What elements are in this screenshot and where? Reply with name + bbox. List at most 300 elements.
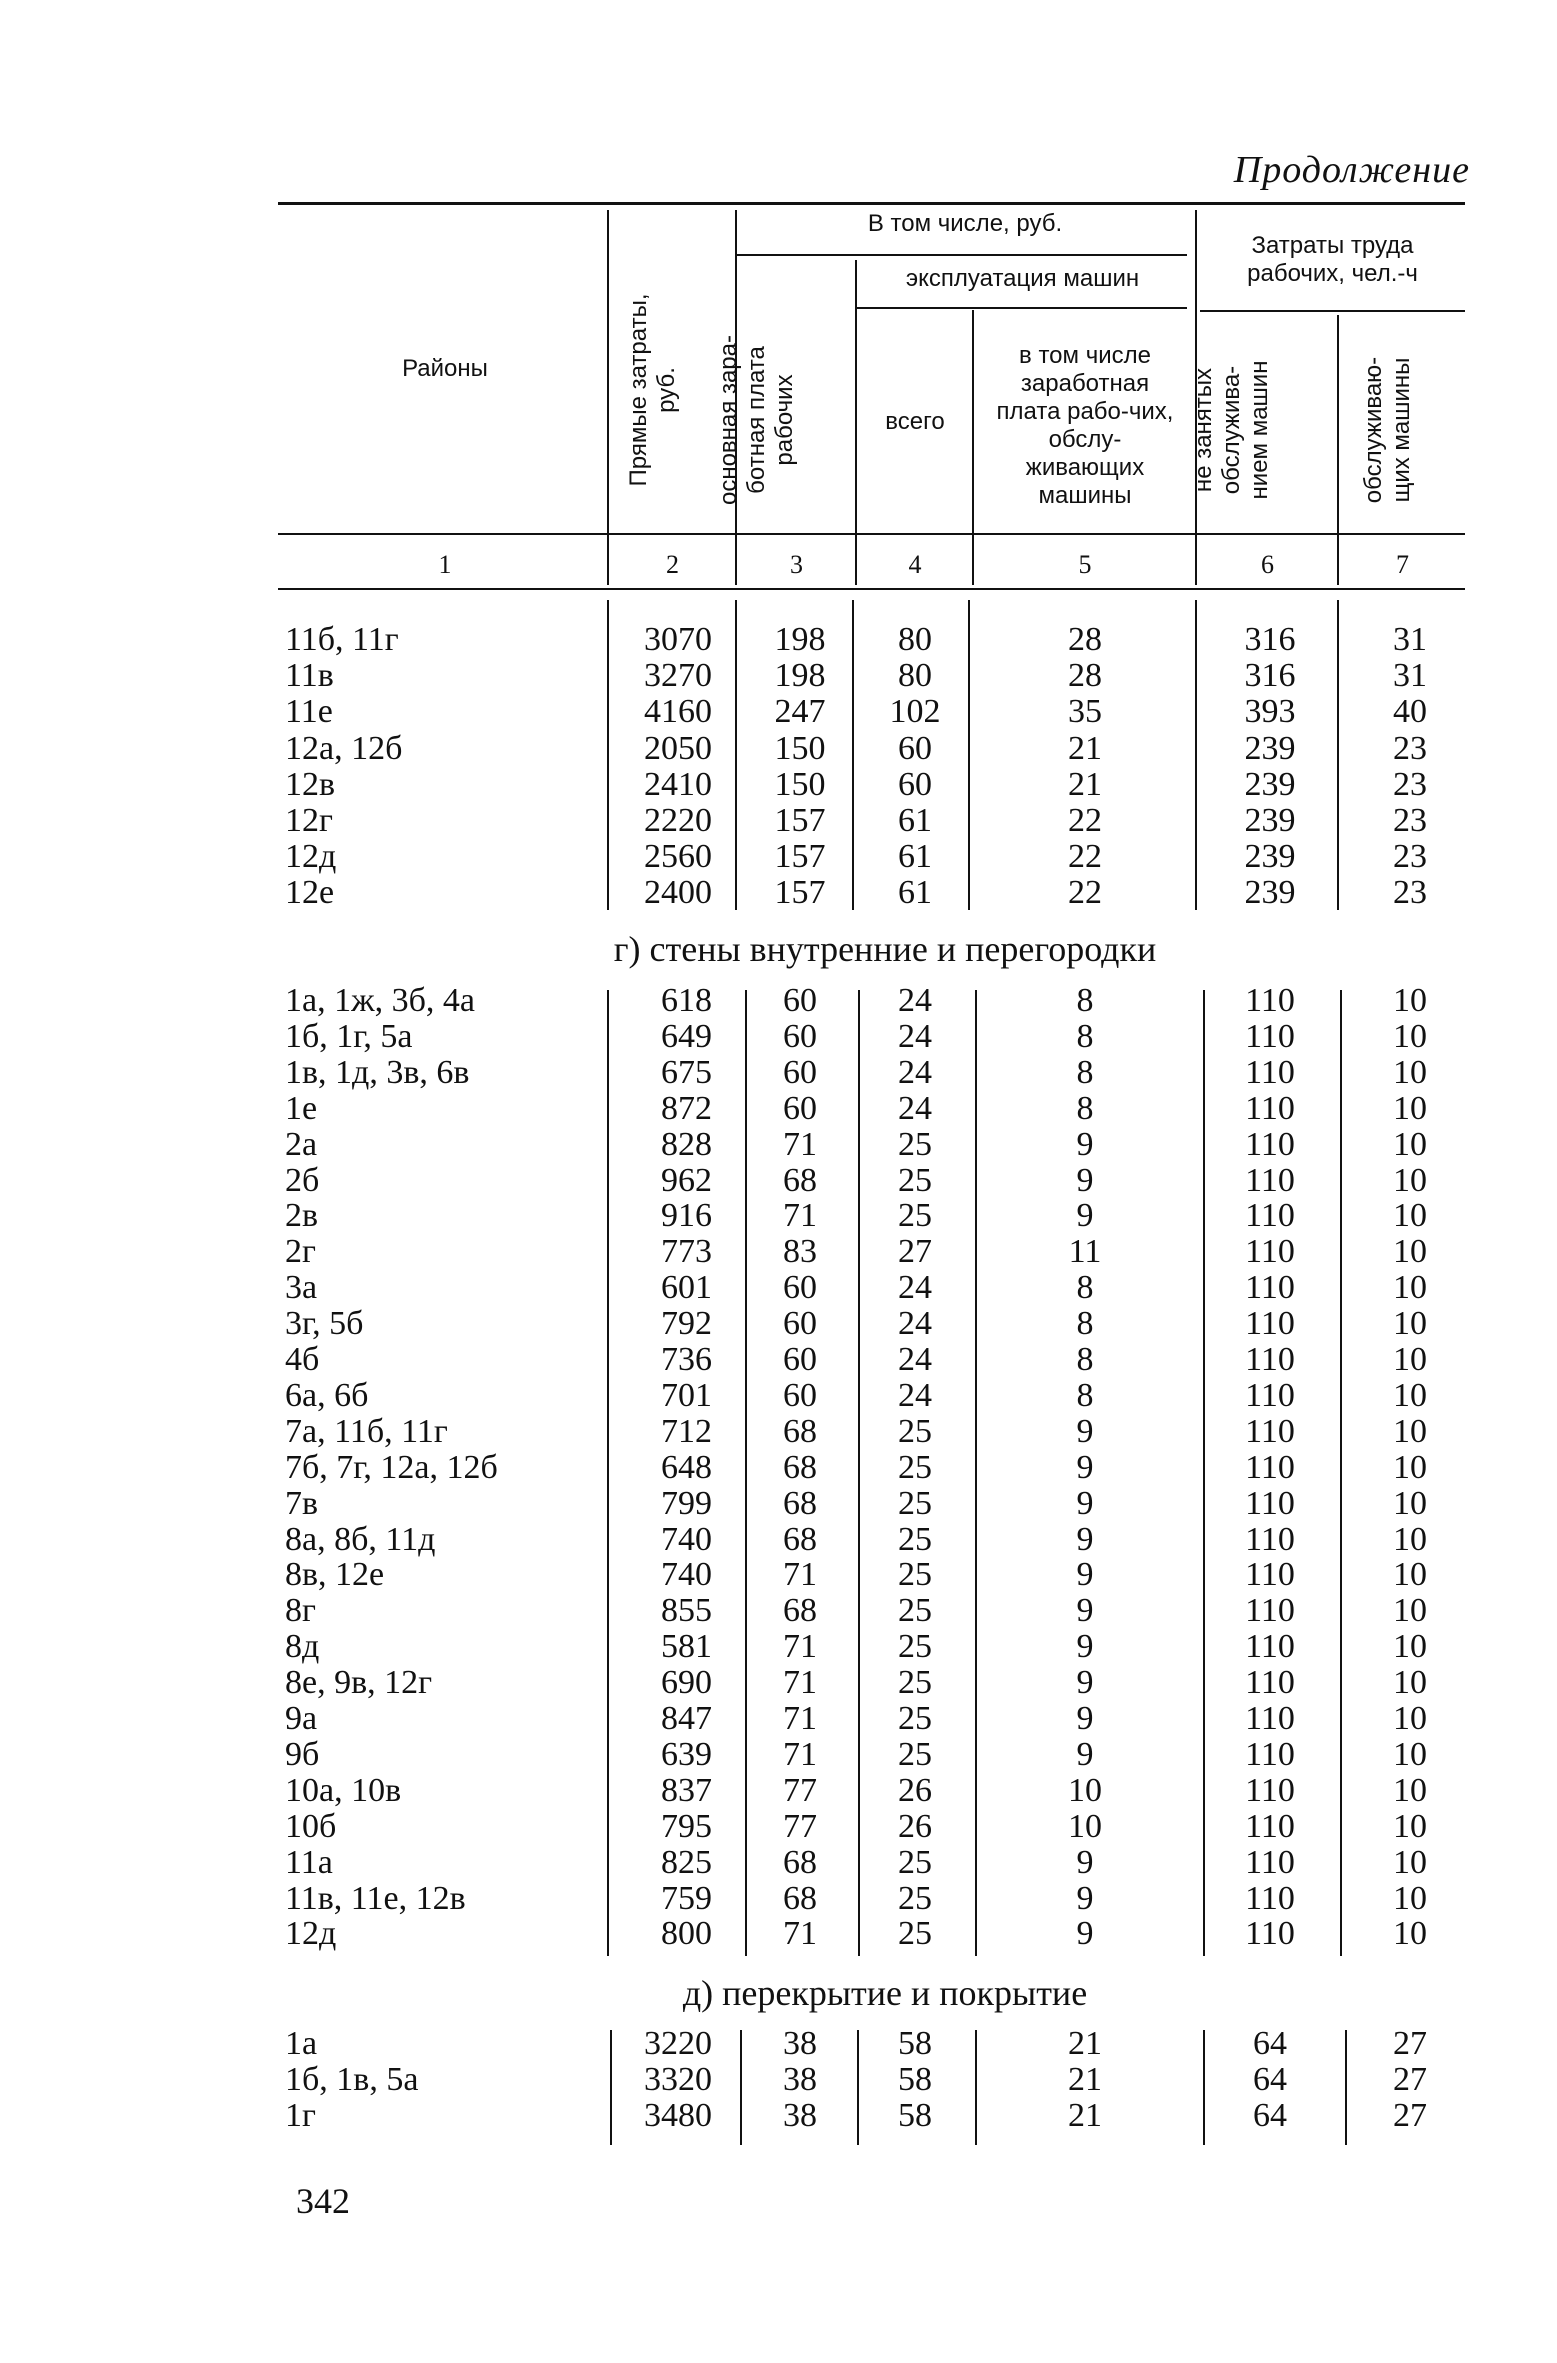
table-row — [0, 983, 1557, 1019]
cell-obsluzhivayushchih: 10 — [1393, 1017, 1427, 1055]
cell-osnovnaya: 38 — [783, 2061, 817, 2098]
table-row — [0, 1342, 1557, 1378]
cell-zarplata: 9 — [1076, 1700, 1094, 1737]
table-row — [0, 2062, 1557, 2098]
cell-ne-zanyatyh: 110 — [1245, 1305, 1295, 1343]
cell-zarplata: 21 — [1068, 2025, 1102, 2062]
cell-pryamye: 2400 — [644, 874, 712, 912]
cell-osnovnaya: 60 — [783, 1017, 817, 1055]
cell-rayon: 1г — [285, 2097, 316, 2134]
cell-obsluzhivayushchih: 31 — [1393, 621, 1427, 658]
colnum-4: 4 — [908, 550, 922, 579]
cell-zarplata: 9 — [1076, 1628, 1094, 1666]
table-row — [0, 1486, 1557, 1522]
cell-obsluzhivayushchih: 10 — [1393, 1161, 1427, 1199]
cell-zarplata: 10 — [1068, 1771, 1102, 1809]
cell-zarplata: 9 — [1076, 1915, 1094, 1953]
cell-obsluzhivayushchih: 31 — [1393, 657, 1427, 695]
table-row — [0, 1522, 1557, 1558]
header-bottom-rule — [278, 533, 1465, 535]
cell-obsluzhivayushchih: 27 — [1393, 2061, 1427, 2098]
cell-vsego: 25 — [898, 1125, 932, 1163]
table-row — [0, 803, 1557, 839]
header-vrule-6 — [1337, 315, 1339, 585]
cell-pryamye: 916 — [661, 1197, 712, 1235]
header-rule-v-tom-chisle — [735, 254, 1187, 256]
cell-pryamye: 3320 — [644, 2061, 712, 2098]
cell-ne-zanyatyh: 110 — [1245, 1161, 1295, 1199]
cell-rayon: 8е, 9в, 12г — [285, 1664, 433, 1702]
cell-ne-zanyatyh: 316 — [1244, 657, 1296, 695]
cell-zarplata: 9 — [1076, 1448, 1094, 1486]
cell-obsluzhivayushchih: 10 — [1393, 1879, 1427, 1917]
table-row — [0, 875, 1557, 911]
table-row — [0, 658, 1557, 694]
header-v-tom-chisle-zarplata: в том числе заработная плата рабо-чих, обслу-живающих машины — [996, 342, 1174, 509]
header-vrule-4 — [972, 310, 974, 585]
cell-pryamye: 740 — [661, 1520, 712, 1558]
table-row — [0, 2026, 1557, 2062]
d-vrule-3 — [857, 2030, 859, 2145]
cell-pryamye: 828 — [661, 1125, 712, 1163]
cell-obsluzhivayushchih: 23 — [1393, 802, 1427, 839]
cell-rayon: 11в, 11е, 12в — [285, 1879, 466, 1917]
cell-ne-zanyatyh: 239 — [1244, 765, 1296, 803]
cell-zarplata: 9 — [1076, 1735, 1094, 1773]
top-vrule-2 — [735, 600, 737, 910]
cell-ne-zanyatyh: 239 — [1244, 729, 1296, 767]
cell-pryamye: 3220 — [644, 2025, 712, 2062]
cell-osnovnaya: 68 — [783, 1448, 817, 1486]
cell-rayon: 7в — [285, 1484, 319, 1522]
cell-osnovnaya: 68 — [783, 1843, 817, 1881]
cell-zarplata: 9 — [1076, 1592, 1094, 1630]
header-rule-ekspluatatsiya — [855, 307, 1187, 309]
cell-pryamye: 639 — [661, 1735, 712, 1773]
cell-vsego: 25 — [898, 1161, 932, 1199]
cell-ne-zanyatyh: 110 — [1245, 1915, 1295, 1953]
cell-pryamye: 2050 — [644, 729, 712, 767]
cell-rayon: 4б — [285, 1341, 320, 1378]
table-row — [0, 1701, 1557, 1737]
cell-rayon: 2а — [285, 1125, 318, 1163]
colnum-5: 5 — [1078, 550, 1092, 579]
top-vrule-1 — [607, 600, 609, 910]
cell-zarplata: 9 — [1076, 1161, 1094, 1199]
cell-obsluzhivayushchih: 10 — [1393, 1089, 1427, 1127]
cell-vsego: 25 — [898, 1735, 932, 1773]
cell-pryamye: 800 — [661, 1915, 712, 1953]
cell-ne-zanyatyh: 64 — [1253, 2097, 1287, 2134]
cell-rayon: 2г — [285, 1233, 316, 1271]
cell-obsluzhivayushchih: 23 — [1393, 765, 1427, 803]
cell-rayon: 8а, 8б, 11д — [285, 1520, 436, 1558]
cell-ne-zanyatyh: 110 — [1245, 1807, 1295, 1845]
cell-osnovnaya: 60 — [783, 1341, 817, 1378]
cell-zarplata: 28 — [1068, 621, 1102, 658]
cell-osnovnaya: 68 — [783, 1484, 817, 1522]
cell-vsego: 25 — [898, 1915, 932, 1953]
cell-ne-zanyatyh: 239 — [1244, 802, 1296, 839]
g-vrule-1 — [607, 990, 609, 1956]
cell-pryamye: 2560 — [644, 838, 712, 876]
cell-vsego: 26 — [898, 1771, 932, 1809]
cell-ne-zanyatyh: 64 — [1253, 2025, 1287, 2062]
cell-obsluzhivayushchih: 10 — [1393, 1053, 1427, 1091]
cell-vsego: 58 — [898, 2061, 932, 2098]
cell-zarplata: 8 — [1076, 1089, 1094, 1127]
d-vrule-1 — [610, 2030, 612, 2145]
cell-vsego: 58 — [898, 2025, 932, 2062]
continuation-label: Продолжение — [1233, 149, 1470, 191]
cell-pryamye: 675 — [661, 1053, 712, 1091]
header-vrule-1 — [607, 210, 609, 585]
header-osnovnaya-zarplata: основная зара- ботная плата рабочих — [715, 335, 798, 506]
cell-rayon: 1в, 1д, 3в, 6в — [285, 1053, 470, 1091]
table-row — [0, 1593, 1557, 1629]
header-ne-zanyatyh: не занятых обслужива- нием машин — [1190, 360, 1273, 500]
cell-osnovnaya: 157 — [774, 874, 826, 912]
cell-ne-zanyatyh: 239 — [1244, 838, 1296, 876]
cell-ne-zanyatyh: 110 — [1245, 1053, 1295, 1091]
section-title-g: г) стены внутренние и перегородки — [613, 929, 1157, 969]
cell-vsego: 24 — [898, 1341, 932, 1378]
cell-obsluzhivayushchih: 10 — [1393, 1233, 1427, 1271]
cell-zarplata: 8 — [1076, 1053, 1094, 1091]
cell-ne-zanyatyh: 110 — [1245, 1017, 1295, 1055]
cell-ne-zanyatyh: 239 — [1244, 874, 1296, 912]
table-row — [0, 1270, 1557, 1306]
cell-obsluzhivayushchih: 10 — [1393, 1915, 1427, 1953]
cell-osnovnaya: 71 — [783, 1735, 817, 1773]
cell-rayon: 1е — [285, 1089, 318, 1127]
g-vrule-5 — [1203, 990, 1205, 1956]
cell-pryamye: 825 — [661, 1843, 712, 1881]
cell-vsego: 25 — [898, 1628, 932, 1666]
header-vsego: всего — [885, 408, 945, 435]
cell-rayon: 10а, 10в — [285, 1771, 402, 1809]
d-vrule-2 — [740, 2030, 742, 2145]
table-row — [0, 1019, 1557, 1055]
cell-rayon: 6а, 6б — [285, 1376, 369, 1414]
cell-ne-zanyatyh: 316 — [1244, 621, 1296, 658]
table-row — [0, 1234, 1557, 1270]
cell-vsego: 24 — [898, 1017, 932, 1055]
cell-zarplata: 21 — [1068, 729, 1102, 767]
cell-obsluzhivayushchih: 10 — [1393, 1664, 1427, 1702]
cell-obsluzhivayushchih: 10 — [1393, 1592, 1427, 1630]
header-v-tom-chisle: В том числе, руб. — [867, 210, 1063, 237]
cell-osnovnaya: 71 — [783, 1700, 817, 1737]
cell-vsego: 26 — [898, 1807, 932, 1845]
cell-osnovnaya: 77 — [783, 1771, 817, 1809]
header-ekspluatatsiya: эксплуатация машин — [905, 265, 1140, 292]
d-vrule-6 — [1345, 2030, 1347, 2145]
section-title-d: д) перекрытие и покрытие — [682, 1973, 1088, 2013]
cell-zarplata: 9 — [1076, 1520, 1094, 1558]
cell-pryamye: 701 — [661, 1376, 712, 1414]
cell-zarplata: 28 — [1068, 657, 1102, 695]
cell-ne-zanyatyh: 110 — [1245, 1879, 1295, 1917]
cell-vsego: 25 — [898, 1520, 932, 1558]
cell-ne-zanyatyh: 110 — [1245, 1269, 1295, 1307]
cell-zarplata: 8 — [1076, 1376, 1094, 1414]
cell-ne-zanyatyh: 110 — [1245, 1233, 1295, 1271]
cell-pryamye: 690 — [661, 1664, 712, 1702]
top-vrule-5 — [1195, 600, 1197, 910]
cell-obsluzhivayushchih: 10 — [1393, 1771, 1427, 1809]
cell-vsego: 102 — [889, 693, 941, 731]
cell-rayon: 3г, 5б — [285, 1305, 364, 1343]
cell-osnovnaya: 68 — [783, 1412, 817, 1450]
table-row — [0, 1163, 1557, 1199]
cell-rayon: 1б, 1г, 5а — [285, 1017, 413, 1055]
table-row — [0, 622, 1557, 658]
cell-zarplata: 21 — [1068, 765, 1102, 803]
cell-obsluzhivayushchih: 10 — [1393, 1125, 1427, 1163]
cell-rayon: 12г — [285, 802, 333, 839]
page-number: 342 — [296, 2181, 350, 2221]
table-row — [0, 1773, 1557, 1809]
cell-osnovnaya: 38 — [783, 2097, 817, 2134]
cell-vsego: 25 — [898, 1412, 932, 1450]
cell-vsego: 61 — [898, 838, 932, 876]
cell-vsego: 61 — [898, 802, 932, 839]
cell-pryamye: 712 — [661, 1412, 712, 1450]
cell-ne-zanyatyh: 110 — [1245, 1592, 1295, 1630]
cell-vsego: 25 — [898, 1197, 932, 1235]
cell-rayon: 8г — [285, 1592, 316, 1630]
cell-obsluzhivayushchih: 27 — [1393, 2097, 1427, 2134]
cell-obsluzhivayushchih: 23 — [1393, 838, 1427, 876]
cell-obsluzhivayushchih: 27 — [1393, 2025, 1427, 2062]
cell-ne-zanyatyh: 110 — [1245, 1448, 1295, 1486]
g-vrule-4 — [975, 990, 977, 1956]
cell-rayon: 12д — [285, 838, 337, 876]
cell-zarplata: 22 — [1068, 838, 1102, 876]
cell-obsluzhivayushchih: 10 — [1393, 1735, 1427, 1773]
cell-zarplata: 8 — [1076, 1341, 1094, 1378]
table-row — [0, 1091, 1557, 1127]
cell-ne-zanyatyh: 110 — [1245, 1412, 1295, 1450]
cell-rayon: 7б, 7г, 12а, 12б — [285, 1448, 498, 1486]
cell-obsluzhivayushchih: 10 — [1393, 1376, 1427, 1414]
cell-rayon: 8в, 12е — [285, 1556, 385, 1594]
cell-pryamye: 872 — [661, 1089, 712, 1127]
table-row — [0, 2098, 1557, 2134]
cell-ne-zanyatyh: 110 — [1245, 1520, 1295, 1558]
cell-rayon: 8д — [285, 1628, 320, 1666]
cell-osnovnaya: 60 — [783, 1053, 817, 1091]
cell-pryamye: 740 — [661, 1556, 712, 1594]
cell-vsego: 24 — [898, 1376, 932, 1414]
cell-vsego: 80 — [898, 621, 932, 658]
cell-ne-zanyatyh: 110 — [1245, 1700, 1295, 1737]
header-vrule-3 — [855, 260, 857, 585]
cell-rayon: 12д — [285, 1915, 337, 1953]
colnum-1: 1 — [438, 550, 452, 579]
cell-pryamye: 3270 — [644, 657, 712, 695]
cell-pryamye: 618 — [661, 982, 712, 1019]
cell-zarplata: 9 — [1076, 1843, 1094, 1881]
cell-ne-zanyatyh: 110 — [1245, 1843, 1295, 1881]
header-pryamye-zatraty: Прямые затраты, руб. — [625, 293, 680, 487]
cell-obsluzhivayushchih: 10 — [1393, 1556, 1427, 1594]
table-row — [0, 1845, 1557, 1881]
cell-obsluzhivayushchih: 10 — [1393, 1412, 1427, 1450]
cell-obsluzhivayushchih: 10 — [1393, 1628, 1427, 1666]
cell-rayon: 1а — [285, 2025, 318, 2062]
cell-osnovnaya: 68 — [783, 1879, 817, 1917]
cell-pryamye: 962 — [661, 1161, 712, 1199]
cell-vsego: 24 — [898, 1305, 932, 1343]
cell-ne-zanyatyh: 393 — [1244, 693, 1296, 731]
cell-zarplata: 9 — [1076, 1484, 1094, 1522]
table-row — [0, 1055, 1557, 1091]
colnum-7: 7 — [1396, 550, 1409, 579]
cell-rayon: 1а, 1ж, 3б, 4а — [285, 982, 475, 1019]
cell-ne-zanyatyh: 110 — [1245, 1376, 1295, 1414]
cell-rayon: 12в — [285, 765, 336, 803]
cell-ne-zanyatyh: 110 — [1245, 1735, 1295, 1773]
cell-zarplata: 21 — [1068, 2097, 1102, 2134]
cell-pryamye: 855 — [661, 1592, 712, 1630]
cell-ne-zanyatyh: 110 — [1245, 1341, 1295, 1378]
cell-ne-zanyatyh: 110 — [1245, 1628, 1295, 1666]
cell-zarplata: 9 — [1076, 1664, 1094, 1702]
cell-rayon: 2б — [285, 1161, 320, 1199]
cell-rayon: 2в — [285, 1197, 319, 1235]
cell-vsego: 60 — [898, 729, 932, 767]
cell-obsluzhivayushchih: 23 — [1393, 874, 1427, 912]
table-row — [0, 1414, 1557, 1450]
cell-osnovnaya: 198 — [774, 621, 826, 658]
cell-ne-zanyatyh: 64 — [1253, 2061, 1287, 2098]
cell-ne-zanyatyh: 110 — [1245, 982, 1295, 1019]
cell-osnovnaya: 38 — [783, 2025, 817, 2062]
cell-osnovnaya: 157 — [774, 838, 826, 876]
cell-obsluzhivayushchih: 40 — [1393, 693, 1427, 731]
cell-osnovnaya: 60 — [783, 1305, 817, 1343]
top-vrule-3 — [852, 600, 854, 910]
cell-zarplata: 8 — [1076, 1305, 1094, 1343]
cell-pryamye: 4160 — [644, 693, 712, 731]
cell-osnovnaya: 150 — [774, 765, 826, 803]
table-row — [0, 1450, 1557, 1486]
cell-ne-zanyatyh: 110 — [1245, 1556, 1295, 1594]
colnum-3: 3 — [790, 550, 803, 579]
table-row — [0, 1916, 1557, 1952]
cell-obsluzhivayushchih: 23 — [1393, 729, 1427, 767]
cell-vsego: 25 — [898, 1484, 932, 1522]
cell-zarplata: 21 — [1068, 2061, 1102, 2098]
cell-obsluzhivayushchih: 10 — [1393, 1520, 1427, 1558]
colnum-6: 6 — [1261, 550, 1274, 579]
cell-pryamye: 649 — [661, 1017, 712, 1055]
cell-vsego: 24 — [898, 1269, 932, 1307]
cell-vsego: 58 — [898, 2097, 932, 2134]
colnum-2: 2 — [666, 550, 679, 579]
cell-zarplata: 9 — [1076, 1412, 1094, 1450]
cell-obsluzhivayushchih: 10 — [1393, 1341, 1427, 1378]
header-rayony: Районы — [402, 355, 488, 382]
cell-vsego: 80 — [898, 657, 932, 695]
cell-osnovnaya: 77 — [783, 1807, 817, 1845]
table-top-rule — [278, 202, 1465, 205]
cell-obsluzhivayushchih: 10 — [1393, 1448, 1427, 1486]
cell-zarplata: 8 — [1076, 982, 1094, 1019]
table-row — [0, 1665, 1557, 1701]
table-row — [0, 767, 1557, 803]
cell-pryamye: 2220 — [644, 802, 712, 839]
cell-ne-zanyatyh: 110 — [1245, 1664, 1295, 1702]
cell-osnovnaya: 71 — [783, 1628, 817, 1666]
cell-osnovnaya: 71 — [783, 1915, 817, 1953]
cell-vsego: 25 — [898, 1843, 932, 1881]
cell-zarplata: 10 — [1068, 1807, 1102, 1845]
cell-zarplata: 22 — [1068, 802, 1102, 839]
colnum-bottom-rule — [278, 588, 1465, 590]
cell-pryamye: 759 — [661, 1879, 712, 1917]
cell-rayon: 11в — [285, 657, 334, 695]
cell-rayon: 1б, 1в, 5а — [285, 2061, 419, 2098]
cell-zarplata: 9 — [1076, 1125, 1094, 1163]
g-vrule-3 — [858, 990, 860, 1956]
cell-vsego: 25 — [898, 1879, 932, 1917]
cell-obsluzhivayushchih: 10 — [1393, 1807, 1427, 1845]
cell-osnovnaya: 60 — [783, 982, 817, 1019]
cell-osnovnaya: 71 — [783, 1556, 817, 1594]
d-vrule-5 — [1203, 2030, 1205, 2145]
cell-zarplata: 22 — [1068, 874, 1102, 912]
cell-rayon: 3а — [285, 1269, 318, 1307]
cell-osnovnaya: 157 — [774, 802, 826, 839]
cell-vsego: 61 — [898, 874, 932, 912]
table-row — [0, 1809, 1557, 1845]
cell-vsego: 25 — [898, 1592, 932, 1630]
cell-zarplata: 9 — [1076, 1197, 1094, 1235]
cell-osnovnaya: 60 — [783, 1376, 817, 1414]
cell-pryamye: 773 — [661, 1233, 712, 1271]
top-vrule-6 — [1337, 600, 1339, 910]
cell-vsego: 25 — [898, 1556, 932, 1594]
table-row — [0, 1881, 1557, 1917]
cell-pryamye: 581 — [661, 1628, 712, 1666]
cell-pryamye: 3070 — [644, 621, 712, 658]
cell-pryamye: 799 — [661, 1484, 712, 1522]
cell-osnovnaya: 71 — [783, 1664, 817, 1702]
cell-pryamye: 601 — [661, 1269, 712, 1307]
cell-pryamye: 837 — [661, 1771, 712, 1809]
cell-obsluzhivayushchih: 10 — [1393, 1843, 1427, 1881]
cell-vsego: 24 — [898, 982, 932, 1019]
cell-ne-zanyatyh: 110 — [1245, 1125, 1295, 1163]
cell-rayon: 7а, 11б, 11г — [285, 1412, 448, 1450]
cell-vsego: 24 — [898, 1053, 932, 1091]
cell-vsego: 60 — [898, 765, 932, 803]
cell-zarplata: 35 — [1068, 693, 1102, 731]
cell-ne-zanyatyh: 110 — [1245, 1089, 1295, 1127]
cell-obsluzhivayushchih: 10 — [1393, 1197, 1427, 1235]
cell-zarplata: 9 — [1076, 1556, 1094, 1594]
table-row — [0, 1198, 1557, 1234]
cell-pryamye: 736 — [661, 1341, 712, 1378]
cell-ne-zanyatyh: 110 — [1245, 1197, 1295, 1235]
cell-zarplata: 11 — [1068, 1233, 1102, 1271]
cell-rayon: 12е — [285, 874, 335, 912]
table-row — [0, 839, 1557, 875]
d-vrule-4 — [975, 2030, 977, 2145]
